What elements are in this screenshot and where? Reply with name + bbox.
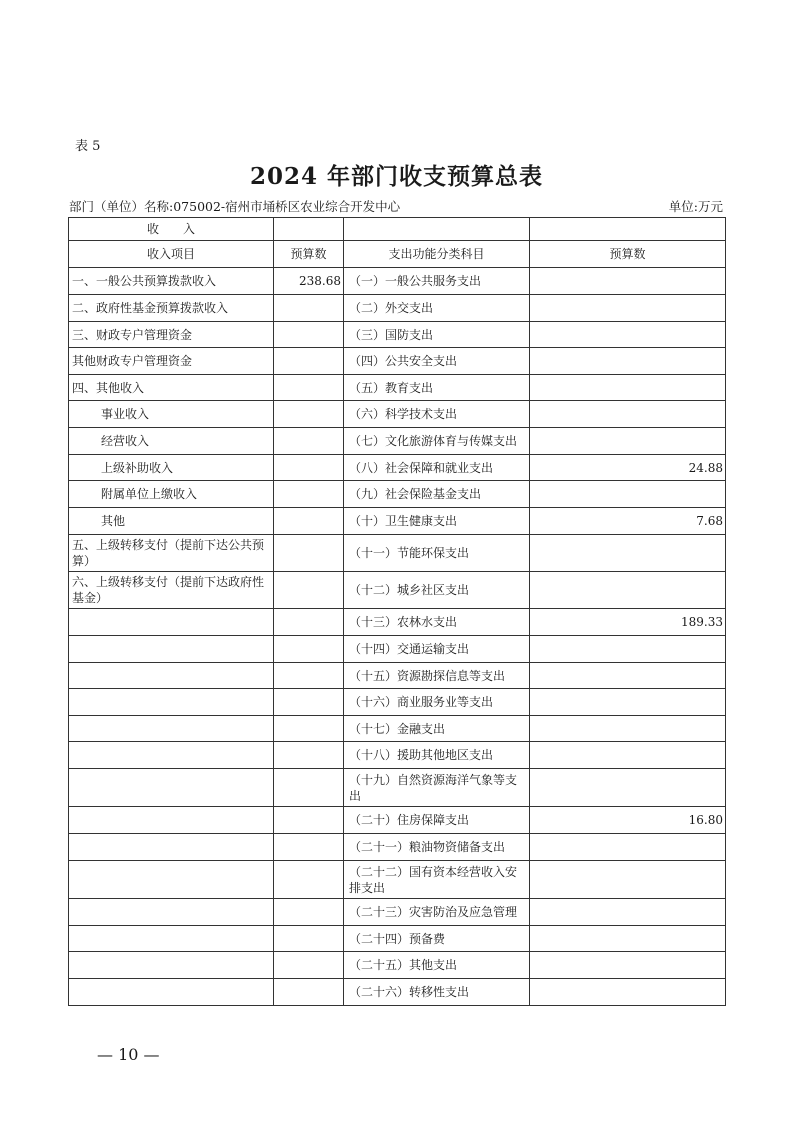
- table-row: [69, 295, 726, 322]
- income-item-cell: [69, 979, 274, 1006]
- budget-group-header: [530, 218, 726, 241]
- income-amount-cell: [274, 979, 344, 1006]
- income-item-cell: 其他: [69, 508, 274, 535]
- table-row: [69, 455, 726, 481]
- expense-item-cell: （八）社会保障和就业支出: [344, 455, 530, 481]
- income-amount-cell: [274, 689, 344, 716]
- income-amount-cell: [274, 322, 344, 348]
- income-amount-cell: [274, 807, 344, 834]
- expense-item-cell: （一）一般公共服务支出: [344, 268, 530, 295]
- income-item-cell: [69, 636, 274, 663]
- income-item-cell: [69, 834, 274, 861]
- table-row: [69, 979, 726, 1006]
- table-row: [69, 834, 726, 861]
- income-amount-cell: [274, 481, 344, 508]
- department-name: 部门（单位）名称:075002-宿州市埇桥区农业综合开发中心: [69, 199, 401, 214]
- table-label: 表 5: [75, 139, 101, 154]
- expense-amount-cell: 189.33: [530, 609, 726, 636]
- expense-amount-cell: [530, 689, 726, 716]
- income-amount-cell: [274, 742, 344, 769]
- table-row: [69, 535, 726, 572]
- expense-item-cell: （十七）金融支出: [344, 716, 530, 742]
- expense-item-cell: （二十五）其他支出: [344, 952, 530, 979]
- table-row: [69, 375, 726, 401]
- expense-item-cell: （十二）城乡社区支出: [344, 572, 530, 609]
- expense-amount-cell: 7.68: [530, 508, 726, 535]
- income-amount-cell: [274, 926, 344, 952]
- income-item-cell: [69, 609, 274, 636]
- expense-amount-cell: [530, 899, 726, 926]
- income-amount-cell: [274, 769, 344, 807]
- expense-amount-cell: [530, 636, 726, 663]
- page-title: 2024 年部门收支预算总表: [249, 163, 544, 190]
- column-header: 收入项目: [69, 241, 274, 268]
- expense-item-cell: （十五）资源勘探信息等支出: [344, 663, 530, 689]
- table-row: [69, 952, 726, 979]
- income-group-header: 收 入: [69, 218, 274, 241]
- table-row: [69, 268, 726, 295]
- income-amount-cell: [274, 428, 344, 455]
- unit-label: 单位:万元: [668, 199, 723, 214]
- column-header: 预算数: [274, 241, 344, 268]
- column-header: 预算数: [530, 241, 726, 268]
- expense-amount-cell: [530, 322, 726, 348]
- expense-item-cell: （七）文化旅游体育与传媒支出: [344, 428, 530, 455]
- expense-item-cell: （二十）住房保障支出: [344, 807, 530, 834]
- table-row: [69, 348, 726, 375]
- expense-item-cell: （九）社会保险基金支出: [344, 481, 530, 508]
- expense-item-cell: （二十六）转移性支出: [344, 979, 530, 1006]
- expense-amount-cell: [530, 481, 726, 508]
- income-item-cell: [69, 899, 274, 926]
- column-header: 支出功能分类科目: [344, 241, 530, 268]
- table-row: [69, 508, 726, 535]
- income-amount-cell: [274, 952, 344, 979]
- income-amount-cell: [274, 348, 344, 375]
- expense-item-cell: （十九）自然资源海洋气象等支出: [344, 769, 530, 807]
- income-item-cell: [69, 952, 274, 979]
- table-row: [69, 636, 726, 663]
- expense-item-cell: （二十二）国有资本经营收入安排支出: [344, 861, 530, 899]
- income-amount-cell: [274, 572, 344, 609]
- expense-amount-cell: [530, 268, 726, 295]
- expense-amount-cell: [530, 769, 726, 807]
- expense-item-cell: （十六）商业服务业等支出: [344, 689, 530, 716]
- expense-item-cell: （十四）交通运输支出: [344, 636, 530, 663]
- income-amount-cell: [274, 663, 344, 689]
- expense-amount-cell: [530, 295, 726, 322]
- expense-amount-cell: [530, 742, 726, 769]
- table-row: [69, 572, 726, 609]
- income-amount-cell: [274, 861, 344, 899]
- group-header-row: [69, 218, 726, 241]
- income-amount-cell: [274, 455, 344, 481]
- page-number: — 10 —: [97, 1045, 160, 1064]
- table-row: [69, 742, 726, 769]
- income-item-cell: [69, 926, 274, 952]
- expense-item-cell: （二）外交支出: [344, 295, 530, 322]
- table-row: [69, 663, 726, 689]
- income-item-cell: 其他财政专户管理资金: [69, 348, 274, 375]
- expense-item-cell: （十一）节能环保支出: [344, 535, 530, 572]
- expense-amount-cell: [530, 834, 726, 861]
- income-item-cell: 五、上级转移支付（提前下达公共预算）: [69, 535, 274, 572]
- table-row: [69, 689, 726, 716]
- expense-item-cell: （二十一）粮油物资储备支出: [344, 834, 530, 861]
- column-header-row: [69, 241, 726, 268]
- income-amount-cell: [274, 834, 344, 861]
- table-body: [69, 268, 726, 1006]
- income-item-cell: 二、政府性基金预算拨款收入: [69, 295, 274, 322]
- income-amount-cell: [274, 636, 344, 663]
- table-row: [69, 481, 726, 508]
- budget-summary-table: [68, 217, 726, 1006]
- expense-amount-cell: [530, 663, 726, 689]
- group-header-blank: [274, 218, 344, 241]
- income-item-cell: 六、上级转移支付（提前下达政府性基金）: [69, 572, 274, 609]
- table-row: [69, 807, 726, 834]
- expense-amount-cell: [530, 979, 726, 1006]
- table-row: [69, 428, 726, 455]
- income-amount-cell: [274, 716, 344, 742]
- income-item-cell: [69, 663, 274, 689]
- table-row: [69, 926, 726, 952]
- income-item-cell: 三、财政专户管理资金: [69, 322, 274, 348]
- table-row: [69, 716, 726, 742]
- expense-item-cell: （十）卫生健康支出: [344, 508, 530, 535]
- income-amount-cell: [274, 899, 344, 926]
- income-amount-cell: [274, 535, 344, 572]
- table-row: [69, 401, 726, 428]
- expense-amount-cell: [530, 348, 726, 375]
- expense-amount-cell: [530, 572, 726, 609]
- expense-item-cell: （三）国防支出: [344, 322, 530, 348]
- income-item-cell: [69, 716, 274, 742]
- income-item-cell: [69, 807, 274, 834]
- table-row: [69, 769, 726, 807]
- expense-amount-cell: 16.80: [530, 807, 726, 834]
- income-item-cell: [69, 742, 274, 769]
- expense-amount-cell: [530, 375, 726, 401]
- income-item-cell: 一、一般公共预算拨款收入: [69, 268, 274, 295]
- expense-item-cell: （四）公共安全支出: [344, 348, 530, 375]
- income-item-cell: 上级补助收入: [69, 455, 274, 481]
- expense-amount-cell: [530, 926, 726, 952]
- income-amount-cell: [274, 401, 344, 428]
- expense-item-cell: （二十三）灾害防治及应急管理: [344, 899, 530, 926]
- table-row: [69, 899, 726, 926]
- expense-item-cell: （十三）农林水支出: [344, 609, 530, 636]
- expense-amount-cell: [530, 952, 726, 979]
- income-item-cell: 事业收入: [69, 401, 274, 428]
- expense-amount-cell: [530, 716, 726, 742]
- expense-group-header: [344, 218, 530, 241]
- expense-item-cell: （五）教育支出: [344, 375, 530, 401]
- expense-amount-cell: [530, 401, 726, 428]
- income-item-cell: 四、其他收入: [69, 375, 274, 401]
- income-amount-cell: [274, 375, 344, 401]
- income-item-cell: [69, 689, 274, 716]
- table-row: [69, 609, 726, 636]
- expense-amount-cell: [530, 861, 726, 899]
- expense-amount-cell: [530, 535, 726, 572]
- expense-item-cell: （十八）援助其他地区支出: [344, 742, 530, 769]
- expense-amount-cell: 24.88: [530, 455, 726, 481]
- expense-item-cell: （六）科学技术支出: [344, 401, 530, 428]
- income-amount-cell: [274, 295, 344, 322]
- income-amount-cell: 238.68: [274, 268, 344, 295]
- income-item-cell: [69, 861, 274, 899]
- income-amount-cell: [274, 508, 344, 535]
- table-row: [69, 861, 726, 899]
- income-item-cell: [69, 769, 274, 807]
- income-item-cell: 经营收入: [69, 428, 274, 455]
- expense-amount-cell: [530, 428, 726, 455]
- income-item-cell: 附属单位上缴收入: [69, 481, 274, 508]
- income-amount-cell: [274, 609, 344, 636]
- table-row: [69, 322, 726, 348]
- expense-item-cell: （二十四）预备费: [344, 926, 530, 952]
